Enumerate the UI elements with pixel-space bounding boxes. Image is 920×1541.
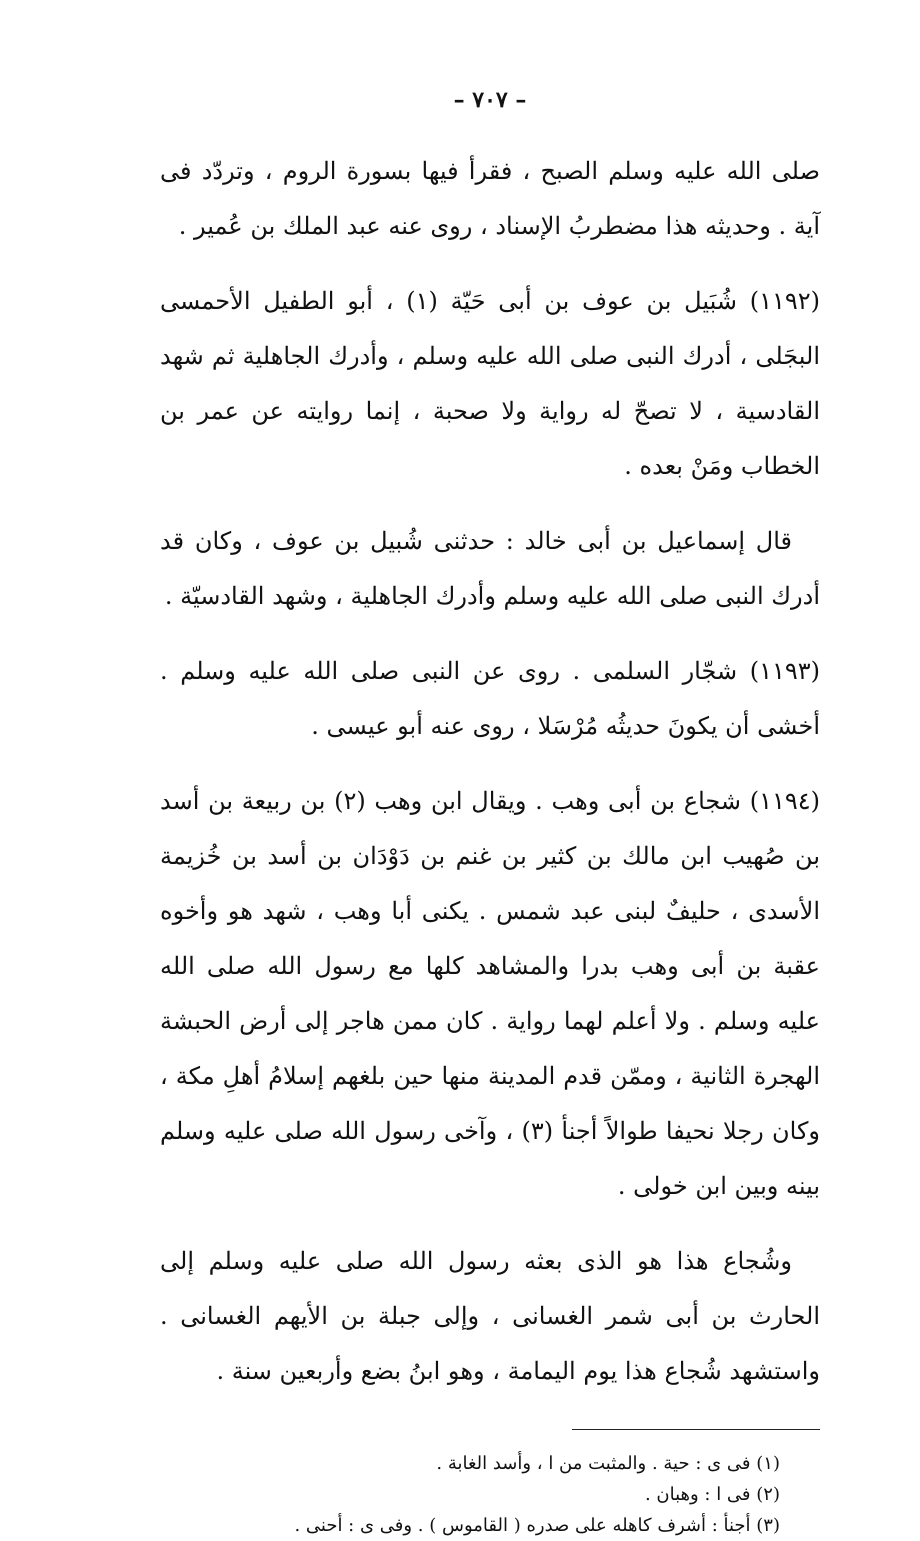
entry-1192-quote: قال إسماعيل بن أبى خالد : حدثنى شُبيل بن عوف ، وكان قد أدرك النبى صلى الله عليه وسلم وأدرك الجاهلية ، وشهد القادسيّة .: [160, 527, 820, 610]
footnote-2: (٢) فى ا : وهبان .: [644, 1484, 780, 1505]
entry-1192: (١١٩٢) شُبَيل بن عوف بن أبى حَيّة (١) ، أبو الطفيل الأحمسى البجَلى ، أدرك النبى صلى الله عليه وسلم ، وأدرك الجاهلية ثم شهد القادسية ، لا تصحّ له رواية ولا صحبة ، إنما روايته عن عمر بن الخطاب ومَنْ بعده .: [160, 287, 820, 480]
page-number: – ٧٠٧ –: [453, 87, 527, 113]
paragraph-continuation: صلى الله عليه وسلم الصبح ، فقرأ فيها بسورة الروم ، وتردّد فى آية . وحديثه هذا مضطربُ الإسناد ، روى عنه عبد الملك بن عُمير .: [160, 157, 820, 240]
footnote-divider: [572, 1429, 820, 1430]
entry-1194: (١١٩٤) شجاع بن أبى وهب . ويقال ابن وهب (٢) بن ربيعة بن أسد بن صُهيب ابن مالك بن كثير بن غنم بن دَوْدَان بن أسد بن خُزيمة الأسدى ، حليفٌ لبنى عبد شمس . يكنى أبا وهب ، شهد هو وأخوه عقبة بن أبى وهب بدرا والمشاهد كلها مع رسول الله صلى الله عليه وسلم . ولا أعلم لهما رواية . كان ممن هاجر إلى أرض الحبشة الهجرة الثانية ، وممّن قدم المدينة منها حين بلغهم إسلامُ أهلِ مكة ، وكان رجلا نحيفا طوالاً أجنأ (٣) ، وآخى رسول الله صلى عليه وسلم بينه وبين ابن خولى .: [160, 787, 821, 1200]
entry-1194-continuation: وشُجاع هذا هو الذى بعثه رسول الله صلى عليه وسلم إلى الحارث بن أبى شمر الغسانى ، وإلى جبلة بن الأيهم الغسانى . واستشهد شُجاع هذا يوم اليمامة ، وهو ابنُ بضع وأربعين سنة .: [160, 1247, 820, 1385]
footnote-3: (٣) أجنأ : أشرف كاهله على صدره ( القاموس ) . وفى ى : أحنى .: [294, 1515, 780, 1536]
footnote-1: (١) فى ى : حية . والمثبت من ا ، وأسد الغابة .: [436, 1453, 780, 1474]
entry-1193: (١١٩٣) شجّار السلمى . روى عن النبى صلى الله عليه وسلم . أخشى أن يكونَ حديثُه مُرْسَلا ، روى عنه أبو عيسى .: [160, 657, 820, 740]
